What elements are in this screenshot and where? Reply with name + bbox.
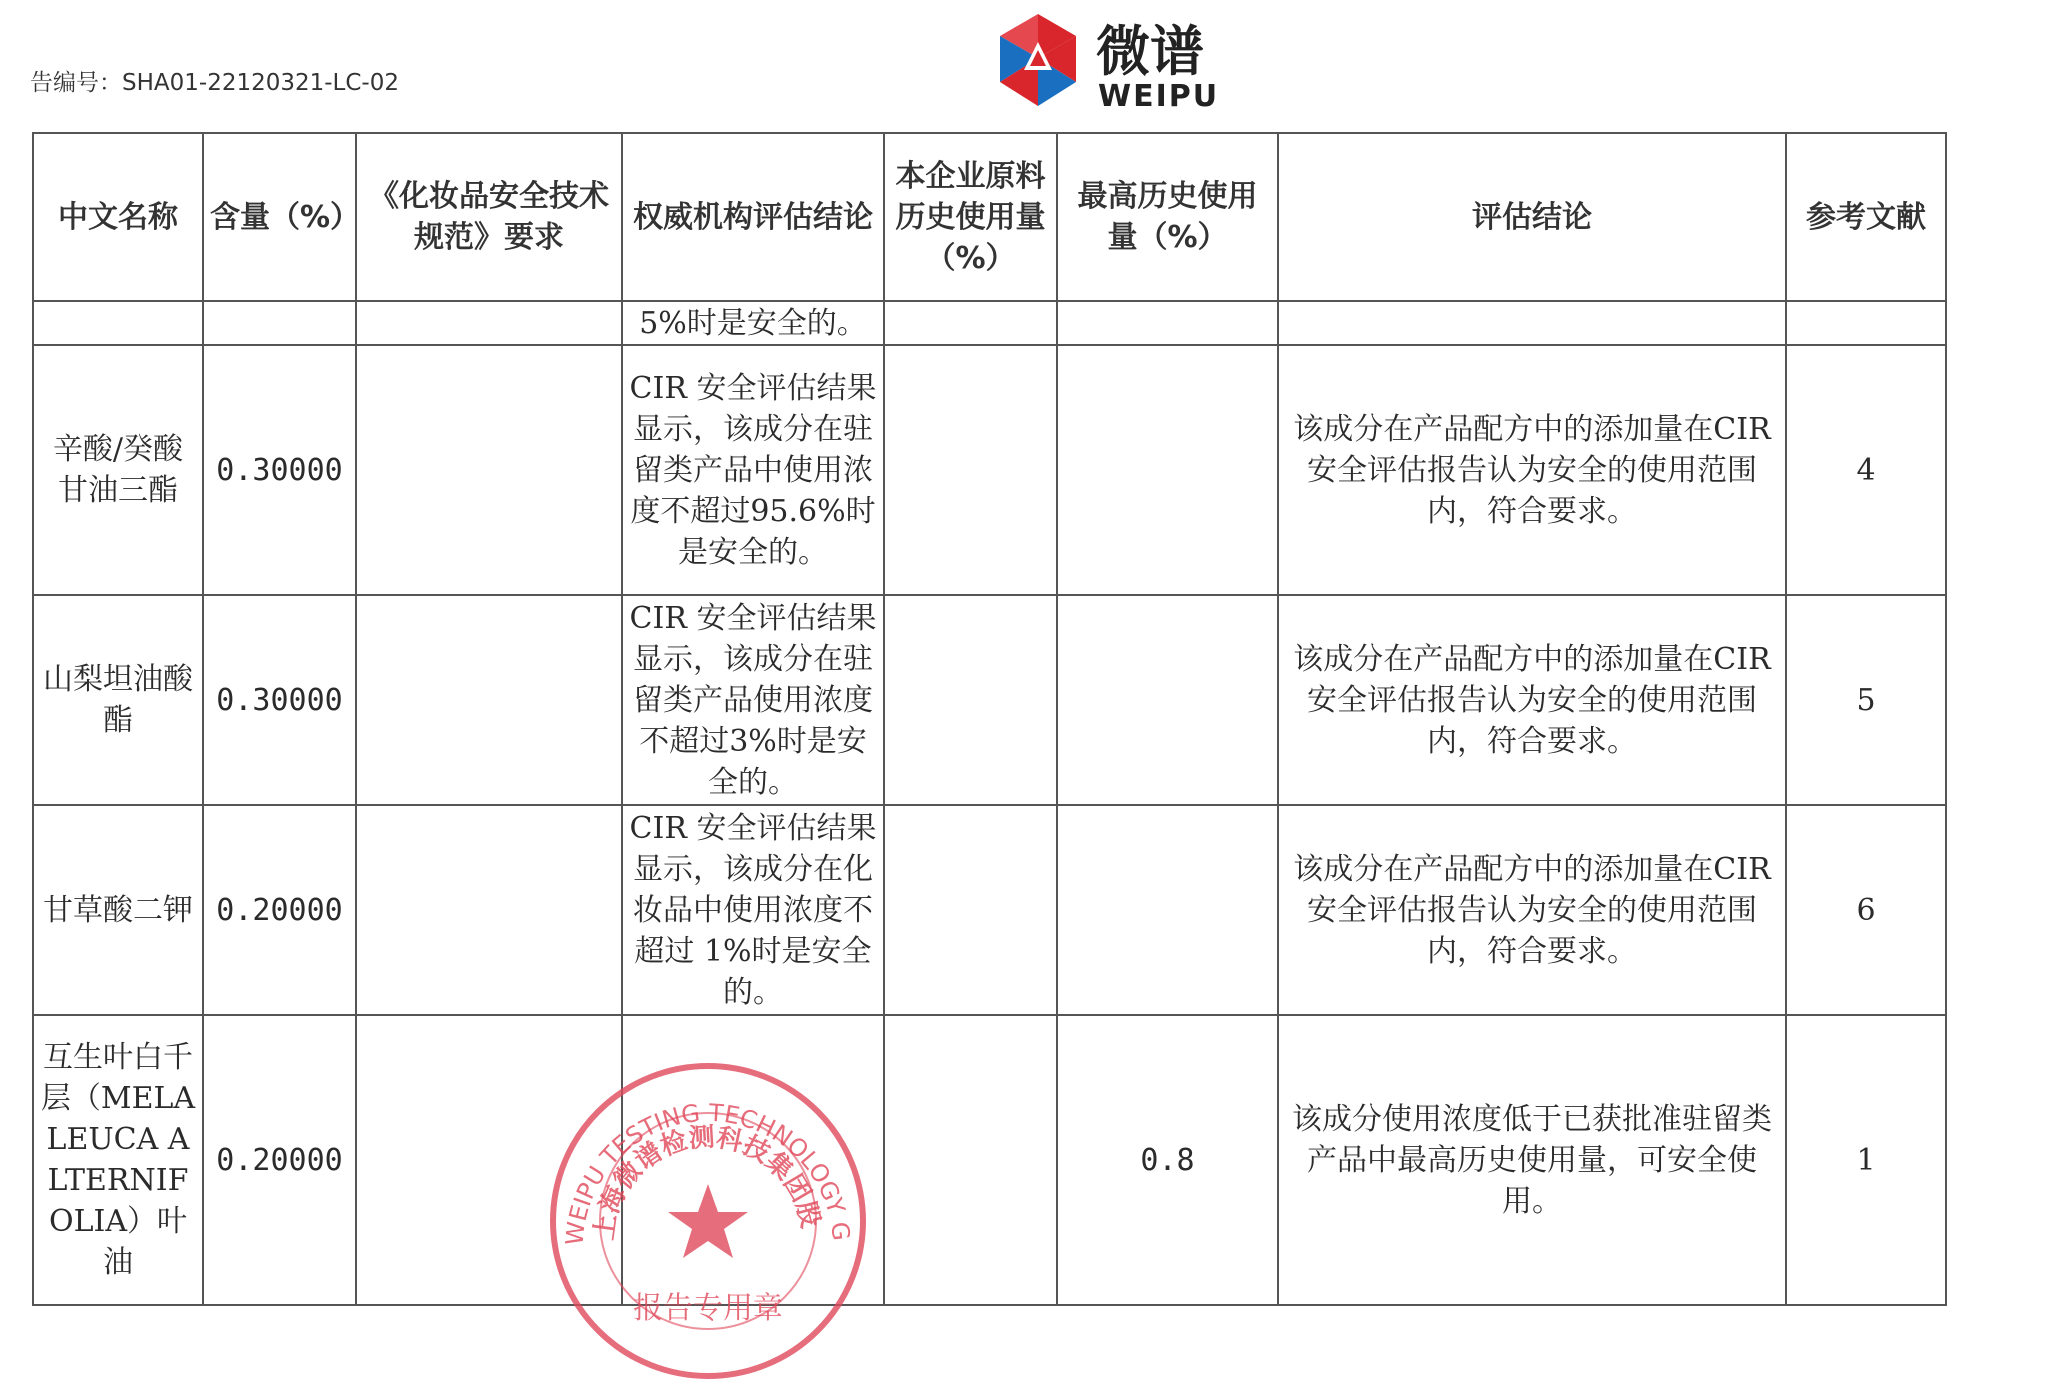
header-spec: 《化妆品安全技术规范》要求 bbox=[356, 133, 622, 301]
cell-max-history bbox=[1057, 595, 1278, 805]
cell-history bbox=[884, 595, 1057, 805]
cell-history bbox=[884, 805, 1057, 1015]
cell-conclusion: 该成分使用浓度低于已获批准驻留类产品中最高历史使用量，可安全使用。 bbox=[1278, 1015, 1786, 1305]
continuation-text: 5%时是安全的。 bbox=[622, 301, 884, 345]
cell-max-history bbox=[1057, 805, 1278, 1015]
cell-conclusion: 该成分在产品配方中的添加量在CIR 安全评估报告认为安全的使用范围内，符合要求。 bbox=[1278, 805, 1786, 1015]
cell-content: 0.30000 bbox=[203, 595, 356, 805]
cell-content: 0.20000 bbox=[203, 1015, 356, 1305]
cell-max-history bbox=[1057, 345, 1278, 595]
table-row bbox=[33, 595, 1946, 805]
cell-reference: 4 bbox=[1786, 345, 1946, 595]
cell-authority: CIR 安全评估结果显示，该成分在化妆品中使用浓度不超过 1%时是安全的。 bbox=[622, 805, 884, 1015]
cell-spec bbox=[356, 1015, 622, 1305]
cell-reference: 5 bbox=[1786, 595, 1946, 805]
cell-conclusion: 该成分在产品配方中的添加量在CIR 安全评估报告认为安全的使用范围内，符合要求。 bbox=[1278, 595, 1786, 805]
cell-name: 辛酸/癸酸甘油三酯 bbox=[33, 345, 203, 595]
header-max-history: 最高历史使用量（%） bbox=[1057, 133, 1278, 301]
logo-name-cn: 微谱 bbox=[1096, 20, 1204, 83]
cell-conclusion: 该成分在产品配方中的添加量在CIR 安全评估报告认为安全的使用范围内，符合要求。 bbox=[1278, 345, 1786, 595]
header-reference: 参考文献 bbox=[1786, 133, 1946, 301]
weipu-logo bbox=[978, 8, 1258, 114]
cell-authority bbox=[560, 1015, 884, 1326]
cell-spec bbox=[356, 805, 622, 1015]
cell-content: 0.30000 bbox=[203, 345, 356, 595]
table-row bbox=[33, 1015, 1946, 1305]
header-conclusion: 评估结论 bbox=[1278, 133, 1786, 301]
svg-text:报告专用章: 报告专用章 bbox=[633, 1291, 783, 1326]
table-row-continuation bbox=[33, 301, 1946, 345]
cell-authority: CIR 安全评估结果显示，该成分在驻留类产品中使用浓度不超过95.6%时是安全的。 bbox=[622, 345, 884, 595]
logo-name-en: WEIPU bbox=[1098, 79, 1220, 114]
cell-authority: CIR 安全评估结果显示，该成分在驻留类产品使用浓度不超过3%时是安全的。 bbox=[622, 595, 884, 805]
seal-star-icon bbox=[668, 1184, 748, 1258]
cell-spec bbox=[356, 595, 622, 805]
cell-reference: 1 bbox=[1786, 1015, 1946, 1305]
cell-max-history: 0.8 bbox=[1057, 1015, 1278, 1305]
header-authority: 权威机构评估结论 bbox=[622, 133, 884, 301]
table-row bbox=[33, 805, 1946, 1015]
logo-mark-icon bbox=[1000, 14, 1076, 106]
cell-name: 甘草酸二钾 bbox=[33, 805, 203, 1015]
svg-text:上海微谱检测科技集团股份有限公司: 上海微谱检测科技集团股 bbox=[589, 1122, 826, 1242]
header-history: 本企业原料历史使用量（%） bbox=[884, 133, 1057, 301]
report-number: 告编号：SHA01-22120321-LC-02 bbox=[30, 70, 399, 96]
cell-history bbox=[884, 345, 1057, 595]
table-header-row bbox=[33, 133, 1946, 301]
cell-content: 0.20000 bbox=[203, 805, 356, 1015]
cell-name: 互生叶白千层（MELALEUCA ALTERNIFOLIA）叶油 bbox=[33, 1015, 203, 1305]
header-content: 含量（%） bbox=[203, 133, 356, 301]
table-row bbox=[33, 345, 1946, 595]
header-cn-name: 中文名称 bbox=[33, 133, 203, 301]
cell-name: 山梨坦油酸酯 bbox=[33, 595, 203, 805]
cell-spec bbox=[356, 345, 622, 595]
cell-history bbox=[884, 1015, 1057, 1305]
safety-evaluation-table bbox=[32, 132, 1947, 1326]
svg-text:WEIPU TESTING TECHNOLOGY GROUP: WEIPU TESTING TECHNOLOGY G bbox=[560, 1098, 856, 1247]
cell-reference: 6 bbox=[1786, 805, 1946, 1015]
